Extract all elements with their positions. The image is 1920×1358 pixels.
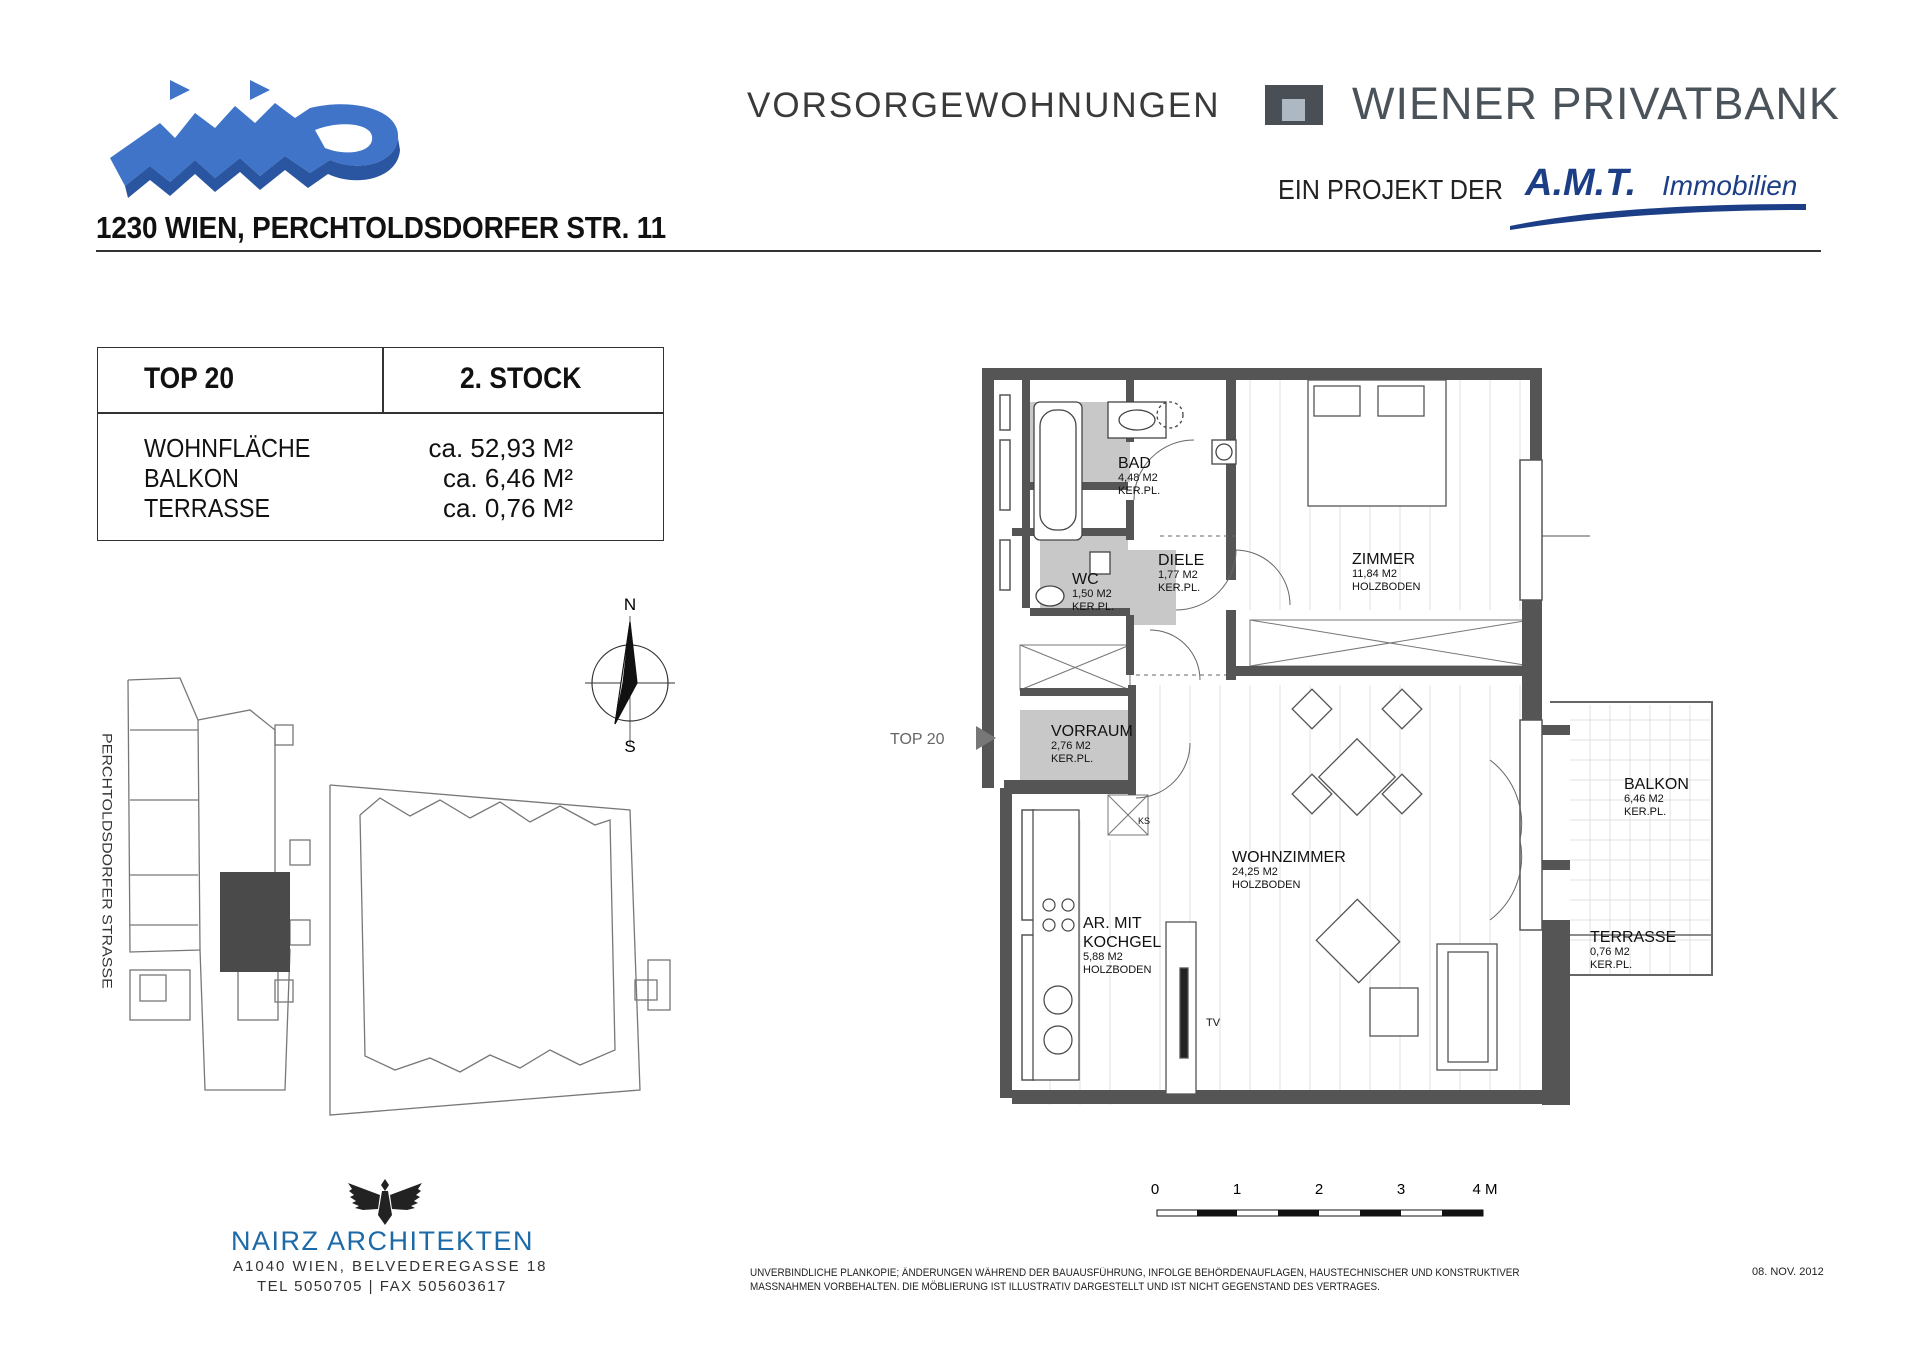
architect-name: NAIRZ ARCHITEKTEN — [231, 1226, 535, 1256]
room-balcony-name: BALKON — [1624, 776, 1689, 793]
header-divider — [96, 250, 1821, 252]
room-hall-area: 1,77 M2 — [1158, 569, 1198, 581]
compass-north-label: N — [623, 595, 637, 614]
room-balcony-area: 6,46 M2 — [1624, 793, 1664, 805]
room-living-floor: HOLZBODEN — [1232, 879, 1301, 891]
room-terrace-floor: KER.PL. — [1590, 959, 1633, 971]
floor-plan — [890, 340, 1800, 1140]
room-wc-floor: KER.PL. — [1072, 601, 1115, 613]
room-bath-area: 4,48 M2 — [1118, 472, 1158, 484]
room-wc-area: 1,50 M2 — [1072, 588, 1112, 600]
bank-name: WIENER PRIVATBANK — [1352, 78, 1840, 129]
room-entry-name: VORRAUM — [1051, 723, 1133, 740]
bank-logo-icon — [1265, 85, 1323, 125]
room-bedroom-floor: HOLZBODEN — [1352, 581, 1421, 593]
scale-tick-4: 4 M — [1472, 1181, 1498, 1198]
eagle-emblem-icon — [346, 1175, 424, 1227]
entrance-label: TOP 20 — [890, 731, 945, 748]
room-kitchen-area: 5,88 M2 — [1083, 951, 1123, 963]
room-terrace-name: TERRASSE — [1590, 929, 1677, 946]
unit-info-table — [97, 347, 664, 541]
room-bedroom-name: ZIMMER — [1352, 551, 1416, 568]
room-hall-floor: KER.PL. — [1158, 582, 1201, 594]
kitchen-counter-icon — [1033, 810, 1079, 1080]
scale-tick-1: 1 — [1232, 1181, 1242, 1198]
room-living-area: 24,25 M2 — [1232, 866, 1278, 878]
unit-location-marker — [220, 872, 290, 972]
area-value-balcony: ca. 6,46 M² — [442, 463, 573, 493]
room-terrace-area: 0,76 M2 — [1590, 946, 1630, 958]
scale-tick-0: 0 — [1150, 1181, 1160, 1198]
project-by-label: EIN PROJEKT DER — [1278, 174, 1503, 205]
area-label-balcony: BALKON — [144, 463, 239, 493]
room-kitchen-floor: HOLZBODEN — [1083, 964, 1152, 976]
project-address: 1230 WIEN, PERCHTOLDSDORFER STR. 11 — [96, 210, 666, 245]
room-kitchen-name: AR. MIT — [1083, 915, 1142, 932]
room-wc-name: WC — [1072, 571, 1099, 588]
room-hall-name: DIELE — [1158, 552, 1205, 569]
scale-bar — [1150, 1180, 1498, 1225]
scale-tick-2: 2 — [1314, 1181, 1324, 1198]
street-label: PERCHTOLDSDORFER STRASSE — [99, 733, 114, 989]
ks-label: KS — [1138, 816, 1151, 826]
architect-address: A1040 WIEN, BELVEDEREGASSE 18 — [233, 1258, 548, 1275]
developer-name: A.M.T. — [1525, 162, 1637, 204]
architect-contact: TEL 5050705 | FAX 505603617 — [257, 1278, 507, 1295]
disclaimer — [750, 1266, 1560, 1294]
coffee-table-icon — [1370, 988, 1418, 1036]
area-label-terrace: TERRASSE — [144, 493, 271, 523]
room-balcony-floor: KER.PL. — [1624, 806, 1667, 818]
room-bath-floor: KER.PL. — [1118, 485, 1161, 497]
project-logo — [100, 78, 410, 203]
room-bedroom-area: 11,84 M2 — [1352, 568, 1398, 580]
compass-south-label: S — [624, 737, 636, 756]
plan-date: 08. NOV. 2012 — [1752, 1266, 1824, 1278]
unit-floor: 2. STOCK — [460, 362, 582, 395]
area-label-living: WOHNFLÄCHE — [144, 433, 311, 463]
disclaimer-line-2: MASSNAHMEN VORBEHALTEN. DIE MÖBLIERUNG IST ILLUSTRATIV DARGESTELLT UND IST NICHT GEGENSTAND DES VERTRAGES. — [750, 1281, 1380, 1293]
room-living-name: WOHNZIMMER — [1232, 849, 1346, 866]
developer-subtitle: Immobilien — [1662, 170, 1798, 201]
disclaimer-line-1: UNVERBINDLICHE PLANKOPIE; ÄNDERUNGEN WÄHREND DER BAUAUSFÜHRUNG, INFOLGE BEHÖRDENAUFLAGEN, HAUSTECHNISCHER UND KONSTRUKTIVER — [750, 1267, 1520, 1279]
room-bath-name: BAD — [1118, 455, 1151, 472]
bed-icon — [1308, 380, 1446, 506]
toilet-icon — [1036, 586, 1064, 606]
tv-label: TV — [1206, 1017, 1221, 1029]
room-kitchen-name2: KOCHGEL — [1083, 934, 1162, 951]
scale-tick-3: 3 — [1396, 1181, 1406, 1198]
program-title: VORSORGEWOHNUNGEN — [747, 86, 1221, 125]
room-entry-floor: KER.PL. — [1051, 753, 1094, 765]
armchair-icon — [1316, 899, 1399, 982]
room-entry-area: 2,76 M2 — [1051, 740, 1091, 752]
dining-table-icon — [1292, 689, 1422, 815]
area-value-terrace: ca. 0,76 M² — [442, 493, 573, 523]
unit-top-number: TOP 20 — [144, 362, 235, 395]
site-plan — [90, 670, 690, 1130]
area-value-living: ca. 52,93 M² — [428, 433, 573, 463]
